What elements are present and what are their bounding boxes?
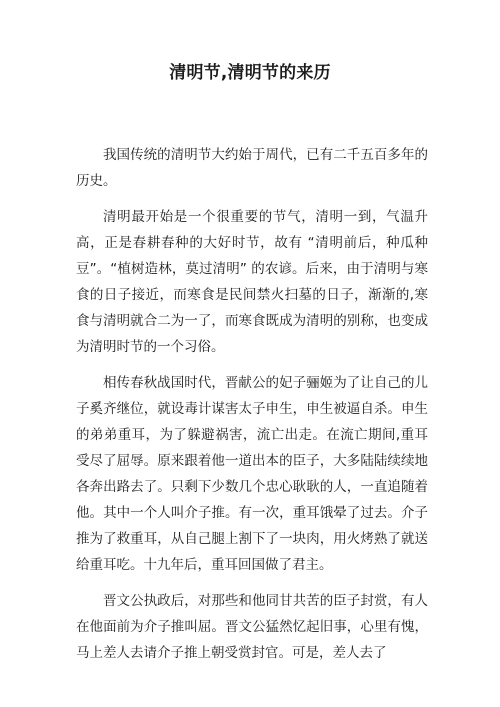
paragraph: 相传春秋战国时代，晋献公的妃子骊姬为了让自己的儿子奚齐继位，就设毒计谋害太子申生，申生被逼自杀。申生的弟弟重耳，为了躲避祸害，流亡出走。在流亡期间,重耳受尽了屈辱。原来跟着他一道出本的臣子，大多陆陆续续地各奔出路去了。只剩下少数几个忠心耿耿的人，一直追随着他。其中一个人叫介子推。有一次，重耳饿晕了过去。介子推为了救重耳，从自己腿上割下了一块肉，用火烤熟了就送给重耳吃。十九年后，重耳回国做了君主。 bbox=[76, 375, 428, 573]
paragraph: 清明最开始是一个很重要的节气，清明一到，气温升高，正是春耕春种的大好时节，故有 “清明前后，种瓜种豆”。“植树造林，莫过清明” 的农谚。后来，由于清明与寒食的日子接近，而寒食是民间禁火扫墓的日子，渐渐的,寒食与清明就合二为一了，而寒食既成为清明的别称，也变成为清明时节的一个习俗。 bbox=[76, 209, 428, 355]
paragraph: 晋文公执政后，对那些和他同甘共苦的臣子封赏，有人在他面前为介子推叫屈。晋文公猛然忆起旧事，心里有愧，马上差人去请介子推上朝受赏封官。可是，差人去了 bbox=[76, 593, 428, 661]
document-title: 清明节,清明节的来历 bbox=[169, 63, 331, 83]
paragraph: 我国传统的清明节大约始于周代，已有二千五百多年的历史。 bbox=[76, 147, 428, 189]
document-body bbox=[76, 142, 428, 676]
